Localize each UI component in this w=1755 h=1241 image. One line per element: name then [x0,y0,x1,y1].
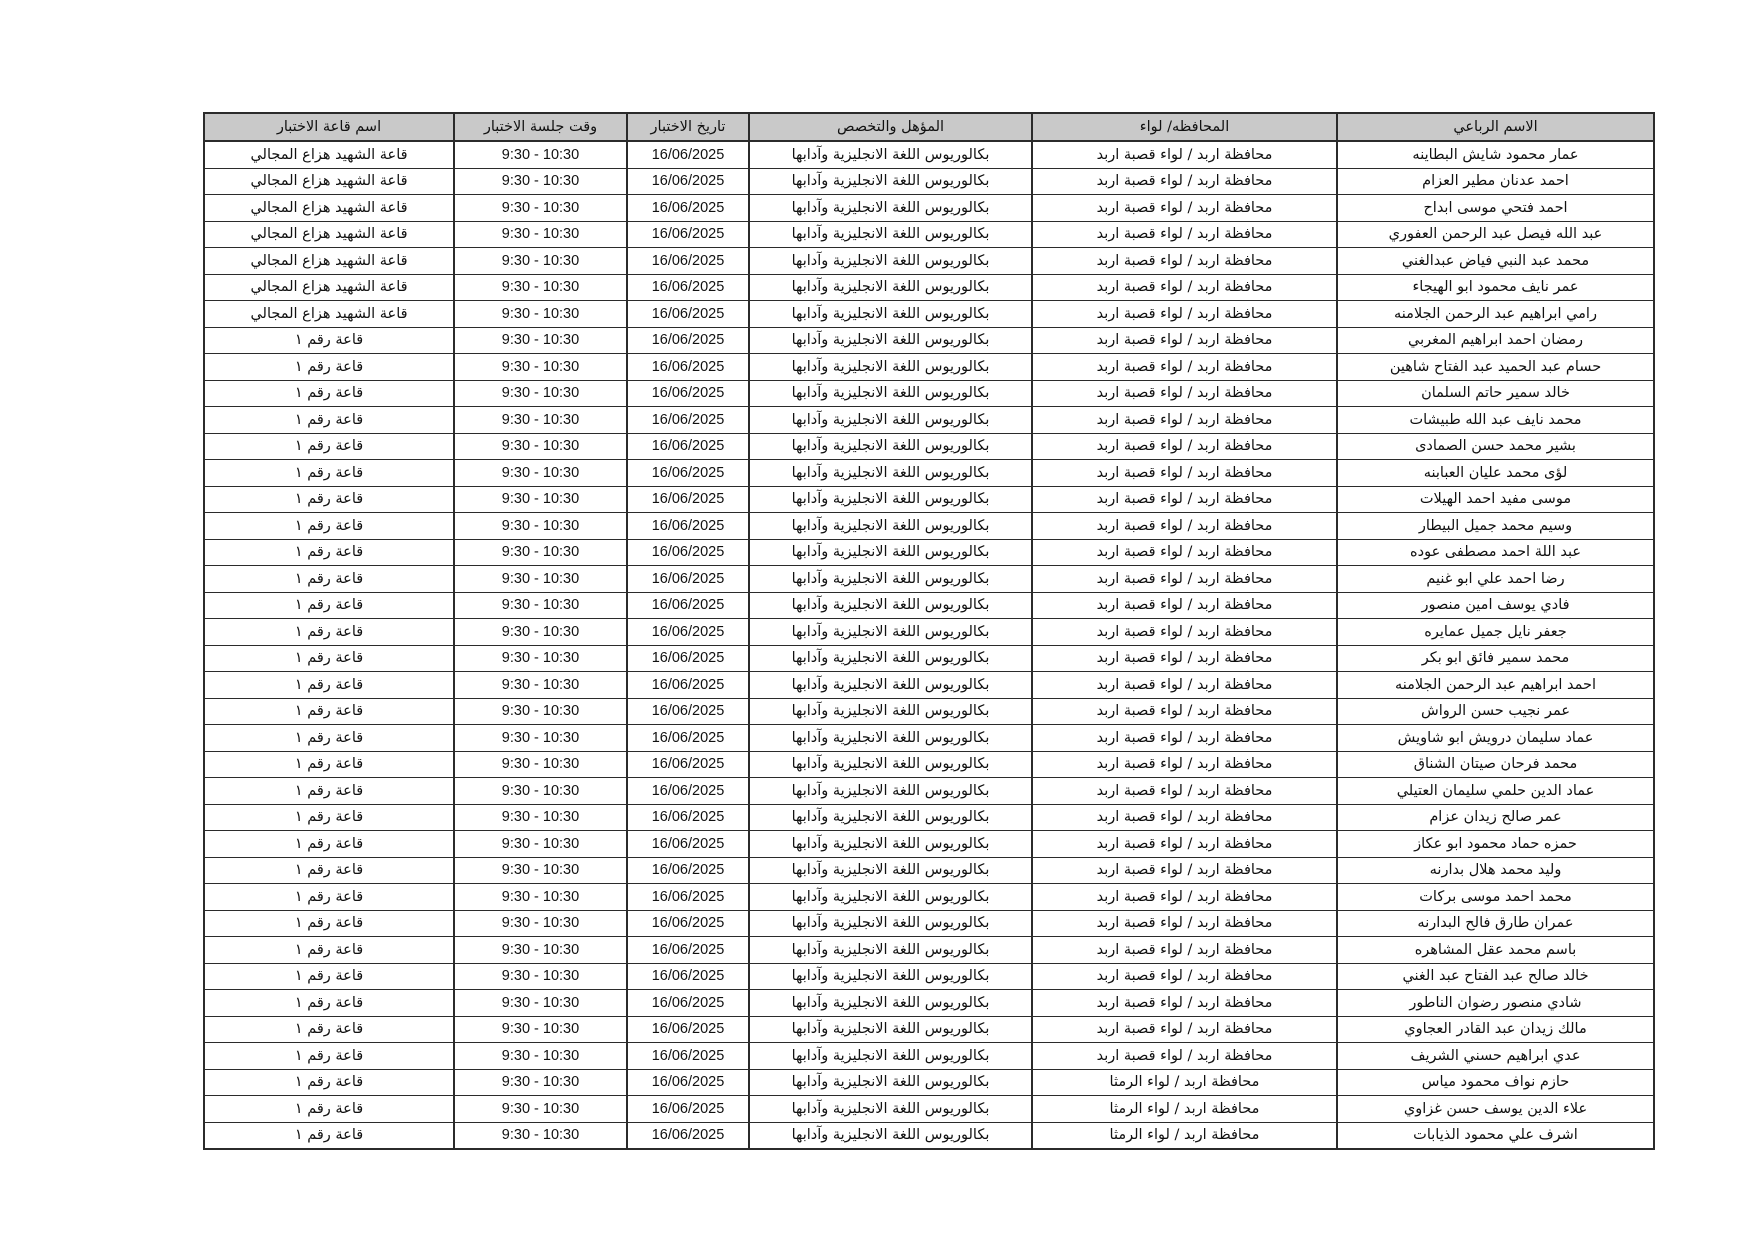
cell-name: علاء الدين يوسف حسن غزاوي [1337,1096,1654,1123]
cell-region: محافظة اربد / لواء قصبة اربد [1032,1043,1337,1070]
cell-name: محمد عبد النبي فياض عبدالغني [1337,248,1654,275]
header-time: وقت جلسة الاختبار [454,113,627,141]
cell-region: محافظة اربد / لواء قصبة اربد [1032,937,1337,964]
cell-region: محافظة اربد / لواء الرمثا [1032,1122,1337,1149]
table-row [204,460,1654,487]
cell-name: عمران طارق فالح البدارنه [1337,910,1654,937]
cell-name: اشرف علي محمود الذيابات [1337,1122,1654,1149]
cell-qualification: بكالوريوس اللغة الانجليزية وآدابها [749,725,1032,752]
cell-name: محمد نايف عبد الله طبيشات [1337,407,1654,434]
cell-region: محافظة اربد / لواء قصبة اربد [1032,566,1337,593]
cell-hall: قاعة رقم ١ [204,910,454,937]
cell-date: 16/06/2025 [627,141,749,168]
cell-region: محافظة اربد / لواء قصبة اربد [1032,221,1337,248]
cell-time: 9:30 - 10:30 [454,990,627,1017]
cell-qualification: بكالوريوس اللغة الانجليزية وآدابها [749,698,1032,725]
cell-time: 9:30 - 10:30 [454,486,627,513]
cell-time: 9:30 - 10:30 [454,645,627,672]
table-row [204,963,1654,990]
cell-name: عبد اللة احمد مصطفى عوده [1337,539,1654,566]
cell-region: محافظة اربد / لواء قصبة اربد [1032,327,1337,354]
cell-time: 9:30 - 10:30 [454,195,627,222]
cell-date: 16/06/2025 [627,460,749,487]
table-row [204,725,1654,752]
cell-date: 16/06/2025 [627,248,749,275]
cell-qualification: بكالوريوس اللغة الانجليزية وآدابها [749,963,1032,990]
cell-time: 9:30 - 10:30 [454,592,627,619]
cell-time: 9:30 - 10:30 [454,460,627,487]
cell-date: 16/06/2025 [627,168,749,195]
cell-hall: قاعة رقم ١ [204,486,454,513]
cell-time: 9:30 - 10:30 [454,884,627,911]
cell-hall: قاعة رقم ١ [204,645,454,672]
cell-region: محافظة اربد / لواء قصبة اربد [1032,354,1337,381]
cell-date: 16/06/2025 [627,910,749,937]
cell-date: 16/06/2025 [627,1122,749,1149]
cell-time: 9:30 - 10:30 [454,910,627,937]
cell-region: محافظة اربد / لواء الرمثا [1032,1069,1337,1096]
cell-name: محمد فرحان صيتان الشناق [1337,751,1654,778]
table-row [204,274,1654,301]
exam-schedule-sheet [203,112,1653,1150]
table-row [204,513,1654,540]
cell-qualification: بكالوريوس اللغة الانجليزية وآدابها [749,168,1032,195]
cell-hall: قاعة الشهيد هزاع المجالي [204,141,454,168]
cell-date: 16/06/2025 [627,327,749,354]
cell-hall: قاعة رقم ١ [204,513,454,540]
table-row [204,1043,1654,1070]
cell-qualification: بكالوريوس اللغة الانجليزية وآدابها [749,433,1032,460]
cell-qualification: بكالوريوس اللغة الانجليزية وآدابها [749,301,1032,328]
cell-region: محافظة اربد / لواء قصبة اربد [1032,963,1337,990]
table-row [204,698,1654,725]
table-row [204,645,1654,672]
cell-name: جعفر نايل جميل عمايره [1337,619,1654,646]
table-row [204,141,1654,168]
cell-qualification: بكالوريوس اللغة الانجليزية وآدابها [749,778,1032,805]
cell-region: محافظة اربد / لواء قصبة اربد [1032,460,1337,487]
cell-date: 16/06/2025 [627,433,749,460]
table-row [204,672,1654,699]
cell-name: عبد الله فيصل عبد الرحمن العفوري [1337,221,1654,248]
cell-name: عمر نجيب حسن الرواش [1337,698,1654,725]
cell-region: محافظة اربد / لواء الرمثا [1032,1096,1337,1123]
cell-qualification: بكالوريوس اللغة الانجليزية وآدابها [749,274,1032,301]
cell-region: محافظة اربد / لواء قصبة اربد [1032,248,1337,275]
cell-hall: قاعة رقم ١ [204,566,454,593]
cell-qualification: بكالوريوس اللغة الانجليزية وآدابها [749,751,1032,778]
cell-qualification: بكالوريوس اللغة الانجليزية وآدابها [749,1016,1032,1043]
cell-name: احمد فتحي موسى ابداح [1337,195,1654,222]
cell-qualification: بكالوريوس اللغة الانجليزية وآدابها [749,1069,1032,1096]
table-row [204,1069,1654,1096]
table-row [204,407,1654,434]
cell-hall: قاعة رقم ١ [204,831,454,858]
cell-qualification: بكالوريوس اللغة الانجليزية وآدابها [749,672,1032,699]
cell-qualification: بكالوريوس اللغة الانجليزية وآدابها [749,884,1032,911]
cell-name: رضا احمد علي ابو غنيم [1337,566,1654,593]
cell-hall: قاعة الشهيد هزاع المجالي [204,274,454,301]
cell-time: 9:30 - 10:30 [454,1096,627,1123]
table-row [204,195,1654,222]
cell-time: 9:30 - 10:30 [454,221,627,248]
header-qualification: المؤهل والتخصص [749,113,1032,141]
cell-time: 9:30 - 10:30 [454,831,627,858]
cell-hall: قاعة رقم ١ [204,433,454,460]
cell-region: محافظة اربد / لواء قصبة اربد [1032,486,1337,513]
table-row [204,804,1654,831]
cell-region: محافظة اربد / لواء قصبة اربد [1032,380,1337,407]
cell-name: حمزه حماد محمود ابو عكاز [1337,831,1654,858]
header-region: المحافظه/ لواء [1032,113,1337,141]
cell-date: 16/06/2025 [627,354,749,381]
cell-hall: قاعة رقم ١ [204,354,454,381]
cell-name: موسى مفيد احمد الهيلات [1337,486,1654,513]
cell-hall: قاعة رقم ١ [204,884,454,911]
cell-region: محافظة اربد / لواء قصبة اربد [1032,672,1337,699]
cell-hall: قاعة رقم ١ [204,1069,454,1096]
cell-time: 9:30 - 10:30 [454,407,627,434]
cell-name: وليد محمد هلال بدارنه [1337,857,1654,884]
cell-date: 16/06/2025 [627,1043,749,1070]
cell-name: بشير محمد حسن الصمادى [1337,433,1654,460]
cell-qualification: بكالوريوس اللغة الانجليزية وآدابها [749,857,1032,884]
cell-qualification: بكالوريوس اللغة الانجليزية وآدابها [749,1096,1032,1123]
cell-date: 16/06/2025 [627,884,749,911]
cell-hall: قاعة رقم ١ [204,460,454,487]
cell-name: حازم نواف محمود مياس [1337,1069,1654,1096]
cell-time: 9:30 - 10:30 [454,168,627,195]
table-row [204,857,1654,884]
table-row [204,751,1654,778]
cell-region: محافظة اربد / لواء قصبة اربد [1032,195,1337,222]
cell-time: 9:30 - 10:30 [454,301,627,328]
cell-qualification: بكالوريوس اللغة الانجليزية وآدابها [749,566,1032,593]
cell-time: 9:30 - 10:30 [454,804,627,831]
cell-time: 9:30 - 10:30 [454,1069,627,1096]
cell-name: وسيم محمد جميل البيطار [1337,513,1654,540]
cell-name: احمد ابراهيم عبد الرحمن الجلامنه [1337,672,1654,699]
cell-region: محافظة اربد / لواء قصبة اربد [1032,725,1337,752]
cell-region: محافظة اربد / لواء قصبة اربد [1032,539,1337,566]
cell-name: خالد سمير حاتم السلمان [1337,380,1654,407]
cell-time: 9:30 - 10:30 [454,698,627,725]
table-row [204,1016,1654,1043]
cell-region: محافظة اربد / لواء قصبة اربد [1032,698,1337,725]
cell-qualification: بكالوريوس اللغة الانجليزية وآدابها [749,592,1032,619]
cell-region: محافظة اربد / لواء قصبة اربد [1032,619,1337,646]
cell-hall: قاعة رقم ١ [204,1016,454,1043]
cell-name: رمضان احمد ابراهيم المغربي [1337,327,1654,354]
table-row [204,1096,1654,1123]
cell-time: 9:30 - 10:30 [454,857,627,884]
cell-time: 9:30 - 10:30 [454,963,627,990]
cell-date: 16/06/2025 [627,539,749,566]
cell-hall: قاعة رقم ١ [204,1096,454,1123]
table-body [204,141,1654,1149]
cell-hall: قاعة رقم ١ [204,672,454,699]
cell-qualification: بكالوريوس اللغة الانجليزية وآدابها [749,327,1032,354]
cell-region: محافظة اربد / لواء قصبة اربد [1032,804,1337,831]
cell-region: محافظة اربد / لواء قصبة اربد [1032,301,1337,328]
cell-time: 9:30 - 10:30 [454,380,627,407]
cell-name: عماد سليمان درويش ابو شاويش [1337,725,1654,752]
cell-hall: قاعة رقم ١ [204,1122,454,1149]
table-row [204,168,1654,195]
cell-region: محافظة اربد / لواء قصبة اربد [1032,168,1337,195]
cell-region: محافظة اربد / لواء قصبة اربد [1032,407,1337,434]
cell-time: 9:30 - 10:30 [454,354,627,381]
cell-region: محافظة اربد / لواء قصبة اربد [1032,751,1337,778]
cell-time: 9:30 - 10:30 [454,1016,627,1043]
cell-time: 9:30 - 10:30 [454,751,627,778]
cell-region: محافظة اربد / لواء قصبة اربد [1032,884,1337,911]
cell-hall: قاعة رقم ١ [204,407,454,434]
table-row [204,486,1654,513]
cell-hall: قاعة رقم ١ [204,539,454,566]
cell-name: رامي ابراهيم عبد الرحمن الجلامنه [1337,301,1654,328]
cell-date: 16/06/2025 [627,937,749,964]
cell-date: 16/06/2025 [627,698,749,725]
table-header-row [204,113,1654,141]
cell-qualification: بكالوريوس اللغة الانجليزية وآدابها [749,990,1032,1017]
cell-region: محافظة اربد / لواء قصبة اربد [1032,141,1337,168]
cell-time: 9:30 - 10:30 [454,433,627,460]
cell-hall: قاعة رقم ١ [204,778,454,805]
cell-qualification: بكالوريوس اللغة الانجليزية وآدابها [749,1122,1032,1149]
cell-region: محافظة اربد / لواء قصبة اربد [1032,592,1337,619]
header-name: الاسم الرباعي [1337,113,1654,141]
cell-date: 16/06/2025 [627,857,749,884]
header-date: تاريخ الاختبار [627,113,749,141]
table-row [204,778,1654,805]
cell-hall: قاعة رقم ١ [204,857,454,884]
cell-name: محمد احمد موسى بركات [1337,884,1654,911]
header-hall: اسم قاعة الاختبار [204,113,454,141]
cell-region: محافظة اربد / لواء قصبة اربد [1032,433,1337,460]
cell-name: خالد صالح عبد الفتاح عبد الغني [1337,963,1654,990]
cell-date: 16/06/2025 [627,407,749,434]
cell-hall: قاعة الشهيد هزاع المجالي [204,195,454,222]
cell-qualification: بكالوريوس اللغة الانجليزية وآدابها [749,831,1032,858]
cell-time: 9:30 - 10:30 [454,274,627,301]
cell-qualification: بكالوريوس اللغة الانجليزية وآدابها [749,910,1032,937]
cell-time: 9:30 - 10:30 [454,937,627,964]
table-row [204,910,1654,937]
cell-hall: قاعة رقم ١ [204,937,454,964]
cell-time: 9:30 - 10:30 [454,513,627,540]
cell-qualification: بكالوريوس اللغة الانجليزية وآدابها [749,619,1032,646]
cell-time: 9:30 - 10:30 [454,248,627,275]
cell-date: 16/06/2025 [627,1069,749,1096]
cell-name: محمد سمير فائق ابو بكر [1337,645,1654,672]
table-row [204,937,1654,964]
table-row [204,884,1654,911]
cell-qualification: بكالوريوس اللغة الانجليزية وآدابها [749,248,1032,275]
cell-date: 16/06/2025 [627,592,749,619]
cell-qualification: بكالوريوس اللغة الانجليزية وآدابها [749,486,1032,513]
cell-time: 9:30 - 10:30 [454,778,627,805]
cell-qualification: بكالوريوس اللغة الانجليزية وآدابها [749,1043,1032,1070]
cell-hall: قاعة رقم ١ [204,751,454,778]
table-row [204,831,1654,858]
cell-qualification: بكالوريوس اللغة الانجليزية وآدابها [749,221,1032,248]
cell-date: 16/06/2025 [627,566,749,593]
cell-hall: قاعة الشهيد هزاع المجالي [204,248,454,275]
cell-qualification: بكالوريوس اللغة الانجليزية وآدابها [749,937,1032,964]
cell-region: محافظة اربد / لواء قصبة اربد [1032,1016,1337,1043]
table-row [204,592,1654,619]
table-row [204,619,1654,646]
cell-region: محافظة اربد / لواء قصبة اربد [1032,513,1337,540]
cell-date: 16/06/2025 [627,380,749,407]
cell-time: 9:30 - 10:30 [454,566,627,593]
exam-schedule-table [203,112,1655,1150]
cell-name: عمار محمود شايش البطاينه [1337,141,1654,168]
cell-qualification: بكالوريوس اللغة الانجليزية وآدابها [749,645,1032,672]
cell-hall: قاعة رقم ١ [204,725,454,752]
cell-date: 16/06/2025 [627,831,749,858]
cell-date: 16/06/2025 [627,725,749,752]
cell-region: محافظة اربد / لواء قصبة اربد [1032,645,1337,672]
cell-hall: قاعة رقم ١ [204,698,454,725]
cell-hall: قاعة الشهيد هزاع المجالي [204,168,454,195]
cell-region: محافظة اربد / لواء قصبة اربد [1032,778,1337,805]
cell-hall: قاعة رقم ١ [204,380,454,407]
cell-date: 16/06/2025 [627,751,749,778]
cell-time: 9:30 - 10:30 [454,725,627,752]
cell-date: 16/06/2025 [627,486,749,513]
cell-name: فادي يوسف امين منصور [1337,592,1654,619]
cell-name: عدي ابراهيم حسني الشريف [1337,1043,1654,1070]
cell-hall: قاعة رقم ١ [204,619,454,646]
table-row [204,354,1654,381]
table-row [204,539,1654,566]
cell-hall: قاعة رقم ١ [204,963,454,990]
table-row [204,248,1654,275]
cell-date: 16/06/2025 [627,1016,749,1043]
cell-qualification: بكالوريوس اللغة الانجليزية وآدابها [749,195,1032,222]
cell-name: لؤى محمد عليان العبابنه [1337,460,1654,487]
cell-date: 16/06/2025 [627,963,749,990]
cell-name: حسام عبد الحميد عبد الفتاح شاهين [1337,354,1654,381]
table-row [204,433,1654,460]
cell-qualification: بكالوريوس اللغة الانجليزية وآدابها [749,539,1032,566]
table-row [204,221,1654,248]
cell-qualification: بكالوريوس اللغة الانجليزية وآدابها [749,407,1032,434]
table-row [204,1122,1654,1149]
cell-name: احمد عدنان مطير العزام [1337,168,1654,195]
cell-date: 16/06/2025 [627,195,749,222]
cell-time: 9:30 - 10:30 [454,1122,627,1149]
cell-qualification: بكالوريوس اللغة الانجليزية وآدابها [749,354,1032,381]
table-row [204,380,1654,407]
cell-date: 16/06/2025 [627,619,749,646]
cell-time: 9:30 - 10:30 [454,327,627,354]
cell-time: 9:30 - 10:30 [454,539,627,566]
table-row [204,566,1654,593]
cell-name: باسم محمد عقل المشاهره [1337,937,1654,964]
cell-date: 16/06/2025 [627,778,749,805]
cell-qualification: بكالوريوس اللغة الانجليزية وآدابها [749,804,1032,831]
cell-name: شادي منصور رضوان الناطور [1337,990,1654,1017]
table-row [204,301,1654,328]
cell-qualification: بكالوريوس اللغة الانجليزية وآدابها [749,513,1032,540]
cell-time: 9:30 - 10:30 [454,1043,627,1070]
cell-date: 16/06/2025 [627,1096,749,1123]
cell-region: محافظة اربد / لواء قصبة اربد [1032,857,1337,884]
cell-date: 16/06/2025 [627,672,749,699]
cell-time: 9:30 - 10:30 [454,619,627,646]
cell-hall: قاعة رقم ١ [204,327,454,354]
cell-region: محافظة اربد / لواء قصبة اربد [1032,990,1337,1017]
cell-name: عمر نايف محمود ابو الهيجاء [1337,274,1654,301]
cell-qualification: بكالوريوس اللغة الانجليزية وآدابها [749,141,1032,168]
cell-qualification: بكالوريوس اللغة الانجليزية وآدابها [749,380,1032,407]
table-row [204,990,1654,1017]
cell-time: 9:30 - 10:30 [454,672,627,699]
cell-date: 16/06/2025 [627,990,749,1017]
cell-hall: قاعة رقم ١ [204,1043,454,1070]
cell-hall: قاعة رقم ١ [204,804,454,831]
cell-region: محافظة اربد / لواء قصبة اربد [1032,274,1337,301]
cell-date: 16/06/2025 [627,804,749,831]
cell-name: عماد الدين حلمي سليمان العتيلي [1337,778,1654,805]
cell-date: 16/06/2025 [627,274,749,301]
cell-date: 16/06/2025 [627,301,749,328]
cell-hall: قاعة رقم ١ [204,990,454,1017]
cell-date: 16/06/2025 [627,221,749,248]
cell-hall: قاعة رقم ١ [204,592,454,619]
cell-name: عمر صالح زيدان عزام [1337,804,1654,831]
cell-date: 16/06/2025 [627,645,749,672]
cell-hall: قاعة الشهيد هزاع المجالي [204,301,454,328]
cell-hall: قاعة الشهيد هزاع المجالي [204,221,454,248]
cell-region: محافظة اربد / لواء قصبة اربد [1032,831,1337,858]
cell-date: 16/06/2025 [627,513,749,540]
cell-qualification: بكالوريوس اللغة الانجليزية وآدابها [749,460,1032,487]
cell-region: محافظة اربد / لواء قصبة اربد [1032,910,1337,937]
table-row [204,327,1654,354]
cell-name: مالك زيدان عبد القادر العجاوي [1337,1016,1654,1043]
cell-time: 9:30 - 10:30 [454,141,627,168]
